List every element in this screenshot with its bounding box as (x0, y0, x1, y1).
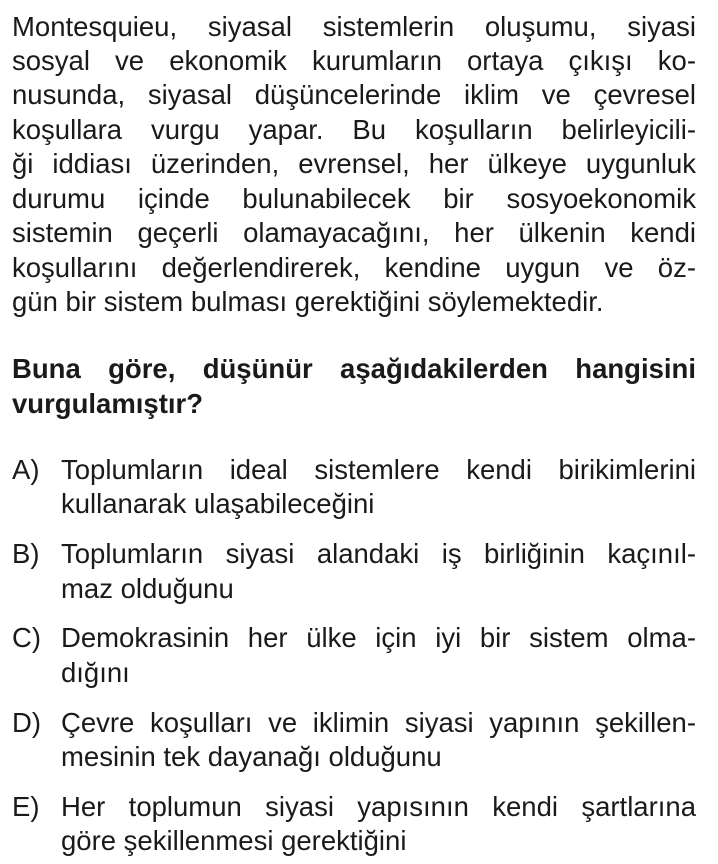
option-text-line: göre şekillenmesi gerektiğini (61, 825, 407, 856)
option-text-line: mesinin tek dayanağı olduğunu (61, 741, 442, 772)
question-line: Buna göre, düşünür aşağıdakilerden hangisini (12, 353, 696, 384)
option-letter: D) (12, 707, 42, 738)
passage-line: gün bir sistem bulması gerektiğini söylemektedir. (12, 286, 604, 317)
question-line: vurgulamıştır? (12, 388, 204, 419)
passage-line: sistemin geçerli olamayacağını, her ülkenin kendi (12, 217, 696, 248)
option-letter: A) (12, 454, 40, 485)
passage-line: ği iddiası üzerinden, evrensel, her ülkeye uygunluk (12, 148, 696, 179)
option-text-line: dığını (61, 657, 130, 688)
passage-line: durumu içinde bulunabilecek bir sosyoekonomik (12, 183, 696, 214)
option-letter: C) (12, 622, 42, 653)
option-text-line: Çevre koşulları ve iklimin siyasi yapının şekillen- (61, 707, 696, 738)
option-text-line: Toplumların siyasi alandaki iş birliğinin kaçınıl- (61, 538, 696, 569)
passage-line: sosyal ve ekonomik kurumların ortaya çıkışı ko- (12, 45, 696, 76)
passage-line: koşullarını değerlendirerek, kendine uygun ve öz- (12, 252, 696, 283)
option-text-line: maz olduğunu (61, 573, 234, 604)
option-text-line: Demokrasinin her ülke için iyi bir sistem olma- (61, 622, 696, 653)
option-text-line: Her toplumun siyasi yapısının kendi şartlarına (61, 791, 696, 822)
option-text-line: Toplumların ideal sistemlere kendi birikimlerini (61, 454, 696, 485)
option-text-line: kullanarak ulaşabileceğini (61, 488, 375, 519)
passage-line: nusunda, siyasal düşüncelerinde iklim ve çevresel (12, 79, 696, 110)
passage-line: koşullara vurgu yapar. Bu koşulların belirleyicili- (12, 114, 696, 145)
option-letter: B) (12, 538, 40, 569)
option-letter: E) (12, 791, 40, 822)
passage-line: Montesquieu, siyasal sistemlerin oluşumu, siyasi (12, 11, 696, 42)
